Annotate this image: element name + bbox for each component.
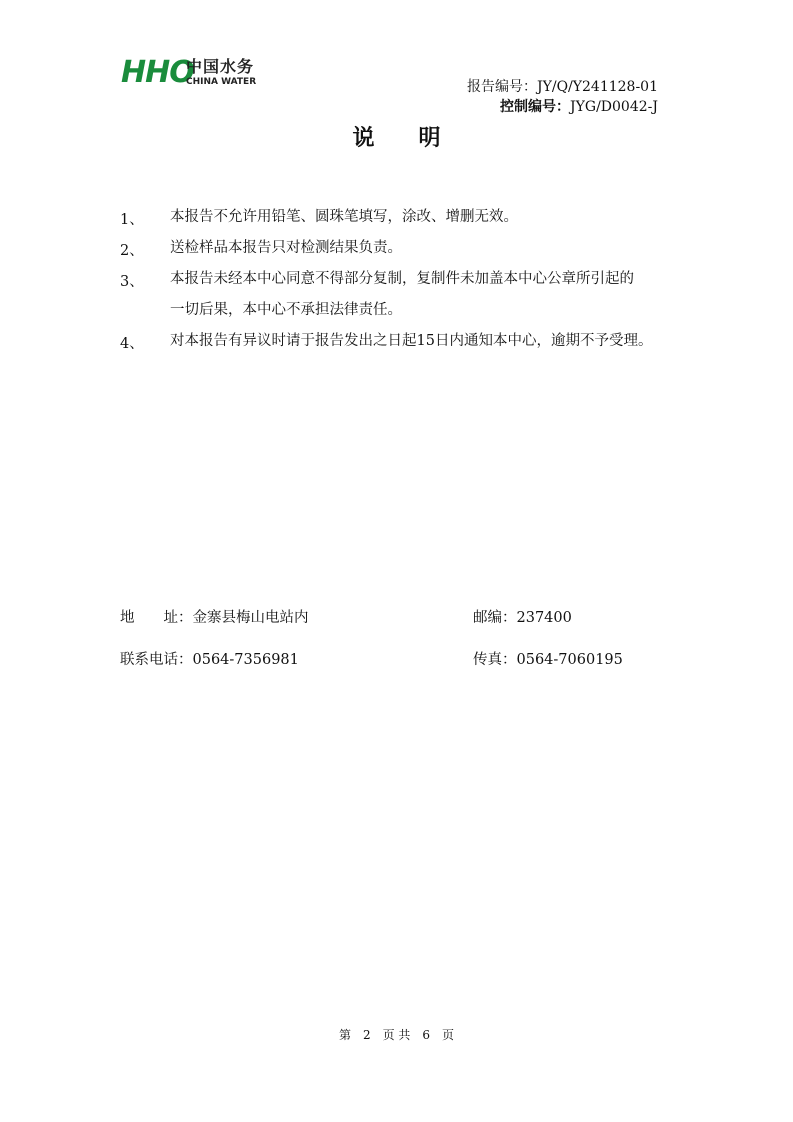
- note-number: 1、: [120, 212, 144, 228]
- logo-english-name: CHINA WATER: [186, 77, 257, 87]
- fax-value: 0564-7060195: [516, 652, 623, 668]
- page-number-footer: 第 2 页 共 6 页: [338, 1028, 455, 1042]
- note-item: [120, 206, 700, 237]
- postcode-value: 237400: [516, 610, 572, 626]
- note-number: 2、: [120, 243, 144, 259]
- phone: [120, 650, 299, 670]
- phone-value: 0564-7356981: [192, 652, 299, 668]
- note-item: [120, 330, 700, 361]
- report-number-label: 报告编号：: [467, 79, 537, 95]
- note-text: [170, 237, 690, 268]
- control-number-label: 控制编号：: [500, 99, 571, 115]
- note-text: [170, 206, 690, 237]
- postcode: [473, 608, 572, 628]
- postcode-label: 邮编：: [473, 610, 517, 626]
- note-line: 本报告不允许用铅笔、圆珠笔填写，涂改、增删无效。: [170, 209, 518, 225]
- page-title: 说 明: [352, 126, 441, 151]
- control-number-value: JYG/D0042-J: [570, 99, 658, 115]
- notes-list: [120, 206, 700, 361]
- logo-chinese-name: 中国水务: [186, 57, 255, 76]
- note-item: [120, 268, 700, 330]
- note-item: [120, 237, 700, 268]
- note-line: 对本报告有异议时请于报告发出之日起15日内通知本中心，逾期不予受理。: [170, 333, 653, 349]
- address: [120, 608, 309, 628]
- note-number: 4、: [120, 336, 144, 352]
- note-line: 一切后果，本中心不承担法律责任。: [170, 302, 402, 318]
- address-label: 地 址：: [120, 610, 193, 626]
- note-text: [170, 330, 690, 361]
- fax: [473, 650, 623, 670]
- note-line: 送检样品本报告只对检测结果负责。: [170, 240, 402, 256]
- note-text: [170, 268, 690, 330]
- report-number-value: JY/Q/Y241128-01: [537, 79, 658, 95]
- note-line: 本报告未经本中心同意不得部分复制，复制件未加盖本中心公章所引起的: [170, 271, 634, 287]
- control-number: [500, 98, 658, 116]
- address-value: 金寨县梅山电站内: [192, 610, 309, 626]
- note-number: 3、: [120, 274, 144, 290]
- fax-label: 传真：: [473, 652, 517, 668]
- phone-label: 联系电话：: [120, 652, 193, 668]
- report-number: [467, 78, 658, 96]
- logo-mark: HHO: [121, 55, 194, 90]
- china-water-logo: [121, 56, 266, 92]
